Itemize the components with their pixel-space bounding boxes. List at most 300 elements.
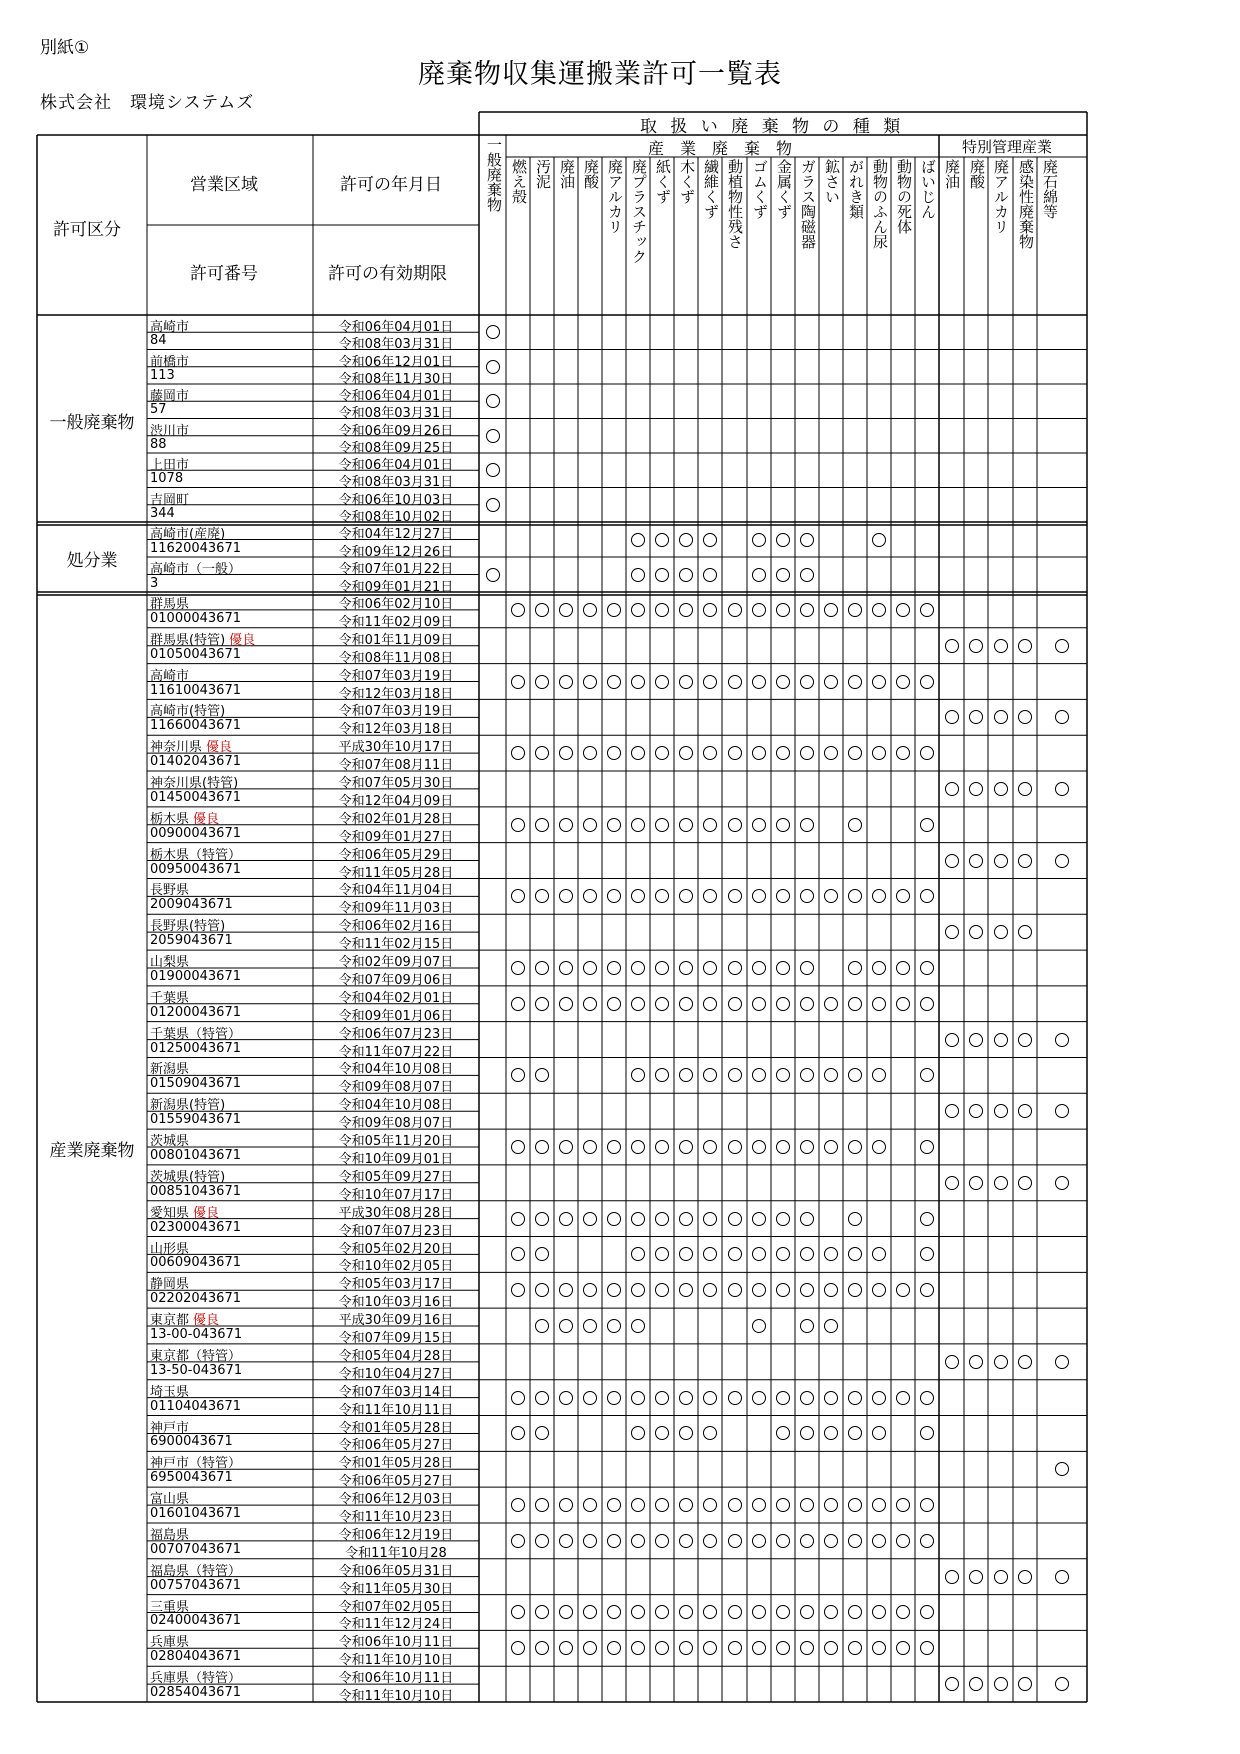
permit-area: 高崎市(特管) bbox=[150, 704, 226, 720]
permitted-mark bbox=[945, 854, 959, 868]
permitted-mark bbox=[728, 1641, 742, 1655]
permitted-mark bbox=[655, 533, 669, 547]
permitted-mark bbox=[800, 1534, 814, 1548]
permitted-mark bbox=[583, 1391, 597, 1405]
date-header: 許可の年月日 bbox=[340, 175, 442, 195]
permitted-mark bbox=[655, 675, 669, 689]
permitted-mark bbox=[679, 1534, 693, 1548]
permit-date: 令和07年03月19日 bbox=[338, 704, 454, 720]
col-industrial-13: ガラス陶磁器 bbox=[799, 159, 817, 249]
permit-area: 山梨県 bbox=[150, 955, 190, 971]
permit-date: 令和04年10月08日 bbox=[338, 1098, 454, 1114]
col-industrial-11: ゴムくず bbox=[751, 159, 769, 219]
permit-date: 令和07年02月05日 bbox=[338, 1599, 454, 1615]
permitted-mark bbox=[920, 818, 934, 832]
permit-area: 山形県 bbox=[150, 1241, 190, 1257]
permit-area: 栃木県（特管） bbox=[150, 847, 242, 863]
permitted-mark bbox=[559, 961, 573, 975]
permitted-mark bbox=[728, 675, 742, 689]
permitted-mark bbox=[994, 782, 1008, 796]
permitted-mark bbox=[486, 360, 500, 374]
permit-date: 令和06年10月11日 bbox=[338, 1671, 454, 1687]
category-header: 許可区分 bbox=[53, 220, 121, 240]
permitted-mark bbox=[583, 997, 597, 1011]
category-3: 産業廃棄物 bbox=[49, 1141, 135, 1161]
permit-expiry: 令和07年08月11日 bbox=[338, 758, 454, 774]
permit-date: 令和01年11月09日 bbox=[338, 632, 454, 648]
permitted-mark bbox=[920, 1498, 934, 1512]
area-header: 営業区域 bbox=[190, 175, 258, 195]
permitted-mark bbox=[800, 603, 814, 617]
permit-number: 00851043671 bbox=[150, 1183, 241, 1199]
permit-date: 令和05年09月27日 bbox=[338, 1169, 454, 1185]
col-industrial-6: 廃プラスチック bbox=[630, 159, 648, 264]
permitted-mark bbox=[800, 1319, 814, 1333]
permitted-mark bbox=[679, 1391, 693, 1405]
permitted-mark bbox=[1018, 782, 1032, 796]
col-industrial-17: 動物の死体 bbox=[895, 159, 913, 234]
permitted-mark bbox=[896, 1534, 910, 1548]
permit-expiry: 令和09年01月27日 bbox=[338, 829, 454, 845]
permit-number: 3 bbox=[150, 575, 159, 591]
col-industrial-4: 廃酸 bbox=[582, 159, 600, 189]
permitted-mark bbox=[511, 603, 525, 617]
permitted-mark bbox=[728, 1391, 742, 1405]
permitted-mark bbox=[872, 675, 886, 689]
permit-number: 00900043671 bbox=[150, 825, 241, 841]
permitted-mark bbox=[607, 1498, 621, 1512]
permitted-mark bbox=[752, 1212, 766, 1226]
permitted-mark bbox=[800, 1391, 814, 1405]
permitted-mark bbox=[631, 603, 645, 617]
permit-expiry: 令和08年10月02日 bbox=[338, 509, 454, 525]
permit-area: 千葉県 bbox=[150, 990, 190, 1006]
permit-number: 11610043671 bbox=[150, 682, 241, 698]
permitted-mark bbox=[945, 639, 959, 653]
permitted-mark bbox=[1018, 854, 1032, 868]
permitted-mark bbox=[728, 746, 742, 760]
permitted-mark bbox=[848, 1140, 862, 1154]
permitted-mark bbox=[920, 1212, 934, 1226]
permit-number: 02202043671 bbox=[150, 1291, 241, 1307]
permitted-mark bbox=[559, 997, 573, 1011]
col-industrial-10: 動植物性残さ bbox=[726, 159, 744, 249]
permitted-mark bbox=[969, 1033, 983, 1047]
category-2: 処分業 bbox=[66, 551, 118, 571]
permitted-mark bbox=[752, 1391, 766, 1405]
permit-number: 02400043671 bbox=[150, 1613, 241, 1629]
permit-number: 11660043671 bbox=[150, 718, 241, 734]
permit-date: 令和04年10月08日 bbox=[338, 1062, 454, 1078]
permitted-mark bbox=[848, 675, 862, 689]
permit-expiry: 令和11年02月15日 bbox=[338, 937, 454, 953]
permitted-mark bbox=[800, 818, 814, 832]
excellent-badge: 優良 bbox=[229, 632, 256, 648]
permitted-mark bbox=[945, 782, 959, 796]
permitted-mark bbox=[752, 568, 766, 582]
col-industrial-12: 金属くず bbox=[775, 159, 793, 219]
permitted-mark bbox=[945, 1104, 959, 1118]
permitted-mark bbox=[583, 675, 597, 689]
permit-expiry: 令和08年11月08日 bbox=[338, 650, 454, 666]
permitted-mark bbox=[511, 1212, 525, 1226]
permitted-mark bbox=[631, 997, 645, 1011]
permitted-mark bbox=[679, 533, 693, 547]
industrial-waste-heading: 産 業 廃 棄 物 bbox=[648, 139, 793, 158]
permit-area: 長野県 bbox=[150, 883, 190, 899]
permitted-mark bbox=[703, 818, 717, 832]
col-industrial-14: 鉱さい bbox=[823, 159, 841, 204]
permit-date: 平成30年10月17日 bbox=[338, 740, 454, 756]
permitted-mark bbox=[583, 818, 597, 832]
permit-area: 前橋市 bbox=[150, 354, 190, 370]
permit-area: 藤岡市 bbox=[150, 389, 190, 404]
permitted-mark bbox=[679, 1212, 693, 1226]
permit-date: 令和02年01月28日 bbox=[338, 811, 454, 827]
col-industrial-8: 木くず bbox=[678, 159, 696, 204]
permitted-mark bbox=[511, 1534, 525, 1548]
permitted-mark bbox=[728, 1247, 742, 1261]
permit-expiry: 令和11年05月30日 bbox=[338, 1581, 454, 1597]
permitted-mark bbox=[511, 1498, 525, 1512]
permit-number: 02854043671 bbox=[150, 1685, 241, 1701]
permit-area: 渋川市 bbox=[150, 423, 190, 439]
permitted-mark bbox=[872, 1534, 886, 1548]
permit-number: 6950043671 bbox=[150, 1470, 233, 1486]
permitted-mark bbox=[1055, 1355, 1069, 1369]
permitted-mark bbox=[896, 961, 910, 975]
permitted-mark bbox=[776, 568, 790, 582]
permitted-mark bbox=[486, 325, 500, 339]
permitted-mark bbox=[848, 818, 862, 832]
permitted-mark bbox=[535, 1391, 549, 1405]
permitted-mark bbox=[583, 1498, 597, 1512]
permit-date: 令和07年03月19日 bbox=[338, 668, 454, 684]
permitted-mark bbox=[703, 961, 717, 975]
permitted-mark bbox=[872, 1498, 886, 1512]
permit-area: 新潟県(特管) bbox=[150, 1098, 226, 1114]
permitted-mark bbox=[872, 533, 886, 547]
permit-date: 令和06年05月31日 bbox=[338, 1563, 454, 1579]
permitted-mark bbox=[848, 1391, 862, 1405]
permitted-mark bbox=[752, 603, 766, 617]
permitted-mark bbox=[824, 1534, 838, 1548]
permitted-mark bbox=[631, 1212, 645, 1226]
permitted-mark bbox=[945, 925, 959, 939]
permit-date: 平成30年09月16日 bbox=[338, 1313, 454, 1329]
permitted-mark bbox=[728, 1140, 742, 1154]
permitted-mark bbox=[607, 1319, 621, 1333]
permit-area: 東京都（特管） bbox=[150, 1348, 242, 1364]
permitted-mark bbox=[679, 568, 693, 582]
permitted-mark bbox=[824, 675, 838, 689]
permitted-mark bbox=[655, 1140, 669, 1154]
permitted-mark bbox=[800, 961, 814, 975]
permitted-mark bbox=[631, 675, 645, 689]
permit-area: 神戸市 bbox=[150, 1420, 190, 1436]
permitted-mark bbox=[776, 1212, 790, 1226]
permitted-mark bbox=[703, 1534, 717, 1548]
category-1: 一般廃棄物 bbox=[49, 412, 135, 433]
permit-number: 01402043671 bbox=[150, 754, 241, 770]
permitted-mark bbox=[728, 603, 742, 617]
permit-date: 令和06年04月01日 bbox=[338, 458, 454, 473]
permitted-mark bbox=[1055, 1677, 1069, 1691]
permitted-mark bbox=[776, 1140, 790, 1154]
permitted-mark bbox=[1055, 782, 1069, 796]
permit-area: 長野県(特管) bbox=[150, 919, 226, 935]
permit-area: 愛知県 優良 bbox=[150, 1205, 220, 1221]
expiry-header: 許可の有効期限 bbox=[328, 264, 447, 284]
permitted-mark bbox=[703, 603, 717, 617]
permit-date: 令和04年12月27日 bbox=[338, 527, 454, 542]
permitted-mark bbox=[1055, 854, 1069, 868]
permitted-mark bbox=[994, 1570, 1008, 1584]
permit-area: 高崎市 bbox=[150, 320, 190, 335]
permitted-mark bbox=[969, 854, 983, 868]
permitted-mark bbox=[824, 1391, 838, 1405]
permitted-mark bbox=[655, 1498, 669, 1512]
permit-area: 高崎市（一般） bbox=[150, 562, 242, 577]
permitted-mark bbox=[848, 1534, 862, 1548]
permitted-mark bbox=[511, 997, 525, 1011]
permitted-mark bbox=[752, 675, 766, 689]
permitted-mark bbox=[486, 429, 500, 443]
permitted-mark bbox=[1055, 1033, 1069, 1047]
permitted-mark bbox=[607, 1140, 621, 1154]
permit-date: 令和06年09月26日 bbox=[338, 423, 454, 439]
permitted-mark bbox=[631, 1319, 645, 1333]
permitted-mark bbox=[824, 1319, 838, 1333]
permitted-mark bbox=[535, 1212, 549, 1226]
permitted-mark bbox=[945, 1570, 959, 1584]
permitted-mark bbox=[728, 1605, 742, 1619]
permitted-mark bbox=[728, 1283, 742, 1297]
permitted-mark bbox=[728, 818, 742, 832]
permit-date: 平成30年08月28日 bbox=[338, 1205, 454, 1221]
permitted-mark bbox=[800, 997, 814, 1011]
permit-number: 6900043671 bbox=[150, 1434, 233, 1450]
permitted-mark bbox=[535, 675, 549, 689]
col-industrial-3: 廃油 bbox=[558, 159, 576, 189]
permitted-mark bbox=[994, 710, 1008, 724]
permitted-mark bbox=[703, 1212, 717, 1226]
permit-area: 群馬県(特管) 優良 bbox=[150, 632, 256, 648]
permitted-mark bbox=[776, 961, 790, 975]
permitted-mark bbox=[945, 1176, 959, 1190]
col-industrial-1: 燃え殻 bbox=[510, 159, 528, 204]
permitted-mark bbox=[1055, 1176, 1069, 1190]
permitted-mark bbox=[920, 675, 934, 689]
col-special-1: 廃油 bbox=[943, 159, 961, 189]
permitted-mark bbox=[994, 1033, 1008, 1047]
permitted-mark bbox=[1018, 639, 1032, 653]
permitted-mark bbox=[1018, 1033, 1032, 1047]
permitted-mark bbox=[631, 961, 645, 975]
permit-area: 静岡県 bbox=[150, 1277, 190, 1293]
permitted-mark bbox=[655, 1391, 669, 1405]
permit-date: 令和06年07月23日 bbox=[338, 1026, 454, 1042]
permit-number: 01200043671 bbox=[150, 1004, 241, 1020]
permitted-mark bbox=[631, 1534, 645, 1548]
permitted-mark bbox=[848, 603, 862, 617]
permit-date: 令和06年02月16日 bbox=[338, 919, 454, 935]
permitted-mark bbox=[969, 639, 983, 653]
permitted-mark bbox=[583, 1319, 597, 1333]
permitted-mark bbox=[631, 533, 645, 547]
permitted-mark bbox=[607, 603, 621, 617]
permit-date: 令和06年10月11日 bbox=[338, 1635, 454, 1651]
permitted-mark bbox=[994, 854, 1008, 868]
permit-date: 令和06年04月01日 bbox=[338, 389, 454, 404]
permitted-mark bbox=[655, 997, 669, 1011]
permitted-mark bbox=[920, 961, 934, 975]
permitted-mark bbox=[535, 818, 549, 832]
permitted-mark bbox=[920, 1140, 934, 1154]
permitted-mark bbox=[535, 1140, 549, 1154]
permitted-mark bbox=[679, 818, 693, 832]
permitted-mark bbox=[752, 818, 766, 832]
permit-date: 令和06年12月01日 bbox=[338, 354, 454, 370]
permitted-mark bbox=[631, 1140, 645, 1154]
permit-date: 令和07年01月22日 bbox=[338, 562, 454, 577]
permitted-mark bbox=[486, 498, 500, 512]
permit-area: 茨城県 bbox=[150, 1134, 190, 1150]
permitted-mark bbox=[776, 818, 790, 832]
permitted-mark bbox=[703, 533, 717, 547]
permitted-mark bbox=[559, 1391, 573, 1405]
permitted-mark bbox=[486, 463, 500, 477]
permit-area: 福島県（特管） bbox=[150, 1563, 242, 1579]
waste-types-heading: 取 扱 い 廃 棄 物 の 種 類 bbox=[640, 117, 905, 137]
permitted-mark bbox=[679, 1140, 693, 1154]
permit-date: 令和06年02月10日 bbox=[338, 597, 454, 612]
permitted-mark bbox=[896, 997, 910, 1011]
permitted-mark bbox=[776, 1534, 790, 1548]
excellent-badge: 優良 bbox=[193, 811, 220, 827]
permit-number: 344 bbox=[150, 505, 175, 521]
permit-number: 01450043671 bbox=[150, 789, 241, 805]
permitted-mark bbox=[994, 1677, 1008, 1691]
permit-number: 01601043671 bbox=[150, 1506, 241, 1522]
permitted-mark bbox=[1055, 639, 1069, 653]
permit-number: 01250043671 bbox=[150, 1040, 241, 1056]
permitted-mark bbox=[607, 1391, 621, 1405]
permitted-mark bbox=[535, 603, 549, 617]
permitted-mark bbox=[800, 1140, 814, 1154]
permitted-mark bbox=[703, 1391, 717, 1405]
permitted-mark bbox=[920, 603, 934, 617]
permit-area: 東京都 優良 bbox=[150, 1313, 220, 1329]
permitted-mark bbox=[872, 961, 886, 975]
permitted-mark bbox=[655, 1212, 669, 1226]
permit-number: 1078 bbox=[150, 471, 184, 487]
permitted-mark bbox=[969, 1355, 983, 1369]
permitted-mark bbox=[1018, 1570, 1032, 1584]
page-title: 廃棄物収集運搬業許可一覧表 bbox=[418, 59, 782, 90]
permit-number: 01900043671 bbox=[150, 968, 241, 984]
permitted-mark bbox=[583, 603, 597, 617]
permitted-mark bbox=[776, 675, 790, 689]
permit-expiry: 令和11年10月28 bbox=[345, 1545, 447, 1561]
permit-expiry: 令和06年05月27日 bbox=[338, 1474, 454, 1490]
permit-date: 令和05年04月28日 bbox=[338, 1348, 454, 1364]
permitted-mark bbox=[511, 818, 525, 832]
permitted-mark bbox=[800, 1212, 814, 1226]
permit-expiry: 令和11年10月23日 bbox=[338, 1510, 454, 1526]
permitted-mark bbox=[535, 997, 549, 1011]
permit-area: 栃木県 優良 bbox=[150, 811, 220, 827]
permit-expiry: 令和11年10月10日 bbox=[338, 1689, 454, 1705]
permit-expiry: 令和08年03月31日 bbox=[338, 337, 454, 353]
permitted-mark bbox=[872, 603, 886, 617]
permit-expiry: 令和12年04月09日 bbox=[338, 793, 454, 809]
permitted-mark bbox=[535, 1319, 549, 1333]
permit-expiry: 令和08年11月30日 bbox=[338, 371, 454, 387]
permitted-mark bbox=[920, 997, 934, 1011]
permit-area: 神奈川県 優良 bbox=[150, 740, 233, 756]
permitted-mark bbox=[655, 1534, 669, 1548]
permit-date: 令和06年04月01日 bbox=[338, 320, 454, 335]
excellent-badge: 優良 bbox=[193, 1313, 220, 1329]
permitted-mark bbox=[535, 961, 549, 975]
permit-date: 令和04年11月04日 bbox=[338, 883, 454, 899]
permitted-mark bbox=[607, 1212, 621, 1226]
permitted-mark bbox=[607, 818, 621, 832]
permitted-mark bbox=[655, 603, 669, 617]
permitted-mark bbox=[607, 675, 621, 689]
permit-number: 01559043671 bbox=[150, 1112, 241, 1128]
permitted-mark bbox=[920, 1391, 934, 1405]
permit-area: 高崎市 bbox=[150, 668, 190, 684]
permitted-mark bbox=[752, 1498, 766, 1512]
permitted-mark bbox=[728, 961, 742, 975]
permit-expiry: 令和12年03月18日 bbox=[338, 686, 454, 702]
permit-number: 01509043671 bbox=[150, 1076, 241, 1092]
col-industrial-9: 繊維くず bbox=[702, 159, 720, 219]
permitted-mark bbox=[896, 603, 910, 617]
permitted-mark bbox=[1018, 1176, 1032, 1190]
permit-date: 令和02年09月07日 bbox=[338, 955, 454, 971]
permitted-mark bbox=[703, 997, 717, 1011]
permitted-mark bbox=[703, 675, 717, 689]
permit-area: 埼玉県 bbox=[150, 1384, 190, 1400]
permitted-mark bbox=[535, 1534, 549, 1548]
permit-expiry: 令和09年08月07日 bbox=[338, 1080, 454, 1096]
permit-expiry: 令和10年02月05日 bbox=[338, 1259, 454, 1275]
permitted-mark bbox=[607, 997, 621, 1011]
permitted-mark bbox=[655, 961, 669, 975]
permit-expiry: 令和06年05月27日 bbox=[338, 1438, 454, 1454]
permitted-mark bbox=[559, 1212, 573, 1226]
attachment-label: 別紙① bbox=[40, 38, 90, 58]
permit-area: 福島県 bbox=[150, 1527, 190, 1543]
permitted-mark bbox=[896, 1498, 910, 1512]
permitted-mark bbox=[969, 1176, 983, 1190]
permit-number: 88 bbox=[150, 436, 167, 452]
permitted-mark bbox=[583, 1212, 597, 1226]
col-special-4: 感染性廃棄物 bbox=[1017, 159, 1035, 249]
permit-date: 令和04年02月01日 bbox=[338, 990, 454, 1006]
permit-date: 令和06年05月29日 bbox=[338, 847, 454, 863]
permit-expiry: 令和10年04月27日 bbox=[338, 1366, 454, 1382]
permit-number: 01000043671 bbox=[150, 610, 241, 626]
permitted-mark bbox=[969, 1570, 983, 1584]
permitted-mark bbox=[486, 568, 500, 582]
permitted-mark bbox=[583, 1534, 597, 1548]
permit-number: 00801043671 bbox=[150, 1148, 241, 1163]
permitted-mark bbox=[583, 961, 597, 975]
